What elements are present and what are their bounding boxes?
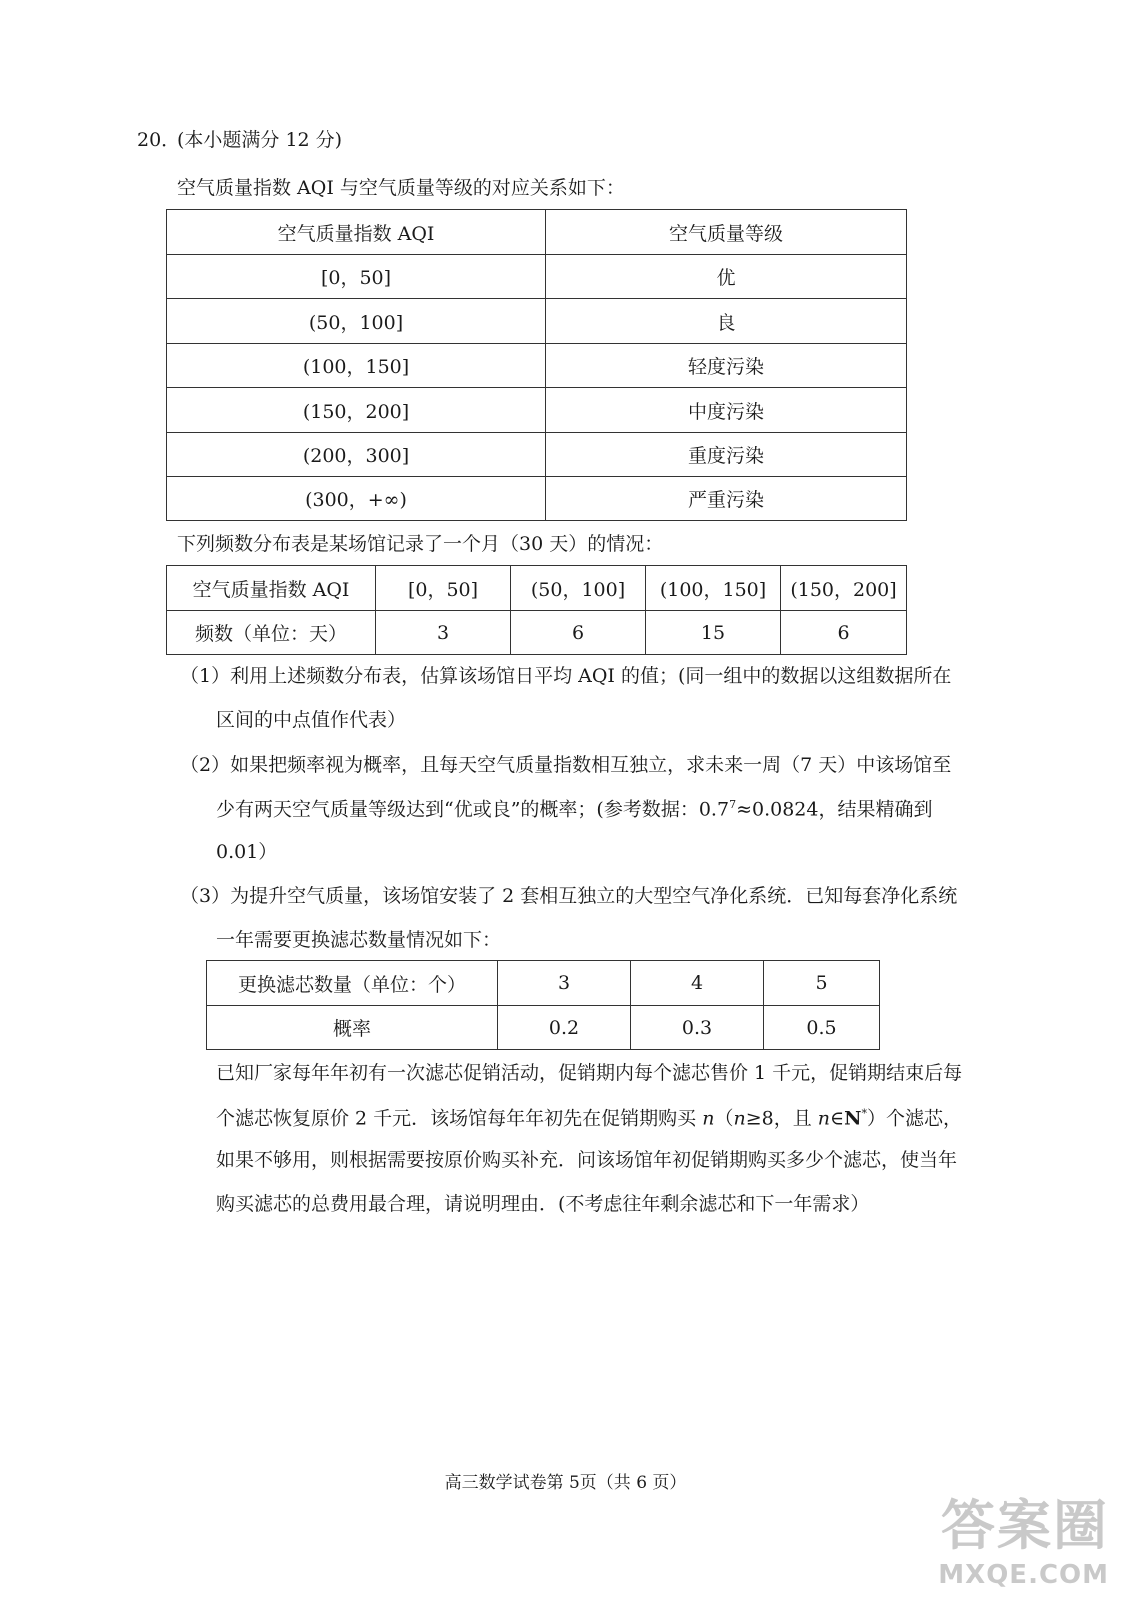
frequency-count-cell: 15 <box>646 611 781 655</box>
table-row <box>167 477 907 521</box>
watermark-title: 答案圈 <box>941 1494 1109 1557</box>
table-row <box>167 433 907 477</box>
aqi-table-header-row <box>167 210 907 255</box>
table-row <box>167 255 907 299</box>
aqi-range-cell: [0，50] <box>167 255 546 299</box>
variable-n: n <box>702 1107 715 1130</box>
question-points: (本小题满分 12 分) <box>177 129 343 151</box>
natural-number-set: N <box>844 1107 862 1130</box>
frequency-count-cell: 6 <box>781 611 907 655</box>
part3-line2: 一年需要更换滤芯数量情况如下： <box>216 929 502 951</box>
closing-line2 <box>216 1108 962 1128</box>
filter-header-cell: 概率 <box>207 1006 498 1050</box>
filter-count-cell: 3 <box>498 961 631 1006</box>
table-row <box>167 344 907 388</box>
aqi-range-cell: (200，300] <box>167 433 546 477</box>
closing-text: ≥8，且 <box>745 1107 818 1130</box>
closing-text: （ <box>714 1107 734 1130</box>
closing-line1: 已知厂家每年年初有一次滤芯促销活动，促销期内每个滤芯售价 1 千元，促销期结束后每 <box>216 1062 963 1084</box>
aqi-level-cell: 重度污染 <box>546 433 907 477</box>
aqi-intro: 空气质量指数 AQI 与空气质量等级的对应关系如下： <box>177 177 625 199</box>
aqi-range-cell: (50，100] <box>167 299 546 344</box>
set-superscript: * <box>861 1107 867 1120</box>
page-footer: 高三数学试卷第 5页（共 6 页） <box>444 1473 687 1493</box>
aqi-level-cell: 良 <box>546 299 907 344</box>
frequency-intro: 下列频数分布表是某场馆记录了一个月（30 天）的情况： <box>177 533 664 555</box>
aqi-range-cell: (100，150] <box>167 344 546 388</box>
part2-line3: 0.01） <box>216 841 278 863</box>
part1-line2: 区间的中点值作代表） <box>216 709 407 731</box>
variable-n: n <box>733 1107 746 1130</box>
table-row <box>167 611 907 655</box>
aqi-level-cell: 严重污染 <box>546 477 907 521</box>
filter-probability-cell: 0.5 <box>764 1006 880 1050</box>
aqi-table-header-cell: 空气质量指数 AQI <box>167 210 546 255</box>
part2-line1: （2）如果把频率视为概率，且每天空气质量指数相互独立，求未来一周（7 天）中该场馆至 <box>180 754 952 776</box>
table-row <box>167 388 907 433</box>
aqi-level-cell: 轻度污染 <box>546 344 907 388</box>
frequency-header-cell: 频数（单位：天） <box>167 611 376 655</box>
aqi-level-cell: 中度污染 <box>546 388 907 433</box>
part2-line2-text: ≈0.0824，结果精确到 <box>736 798 933 821</box>
filter-header-cell: 更换滤芯数量（单位：个） <box>207 961 498 1006</box>
question-number: 20． <box>137 129 181 151</box>
table-row <box>207 961 880 1006</box>
frequency-range-cell: (50，100] <box>511 566 646 611</box>
variable-n: n <box>817 1107 831 1130</box>
closing-line3: 如果不够用，则根据需要按原价购买补充．问该场馆年初促销期购买多少个滤芯，使当年 <box>216 1149 958 1171</box>
aqi-level-table <box>166 209 907 521</box>
aqi-range-cell: (150，200] <box>167 388 546 433</box>
closing-text: 个滤芯恢复原价 2 千元．该场馆每年年初先在促销期购买 <box>216 1107 703 1130</box>
frequency-count-cell: 6 <box>511 611 646 655</box>
watermark-url: MXQE.COM <box>938 1560 1109 1590</box>
aqi-level-cell: 优 <box>546 255 907 299</box>
part2-line2 <box>216 799 932 819</box>
filter-count-cell: 4 <box>631 961 764 1006</box>
frequency-range-cell: (100，150] <box>646 566 781 611</box>
frequency-range-cell: [0，50] <box>376 566 511 611</box>
part2-line2-text: 少有两天空气质量等级达到“优或良”的概率；(参考数据：0.7 <box>216 798 730 821</box>
aqi-range-cell: (300，+∞) <box>167 477 546 521</box>
filter-count-cell: 5 <box>764 961 880 1006</box>
filter-probability-cell: 0.3 <box>631 1006 764 1050</box>
filter-probability-cell: 0.2 <box>498 1006 631 1050</box>
table-row <box>167 566 907 611</box>
part1-line1: （1）利用上述频数分布表，估算该场馆日平均 AQI 的值；(同一组中的数据以这组数据所在 <box>180 665 952 687</box>
part3-line1: （3）为提升空气质量，该场馆安装了 2 套相互独立的大型空气净化系统．已知每套净化系统 <box>180 885 958 907</box>
watermark-logo <box>938 1483 1109 1590</box>
power-exponent: 7 <box>729 798 737 811</box>
frequency-count-cell: 3 <box>376 611 511 655</box>
frequency-table <box>166 565 907 655</box>
table-row <box>167 299 907 344</box>
frequency-header-cell: 空气质量指数 AQI <box>167 566 376 611</box>
aqi-table-header-cell: 空气质量等级 <box>546 210 907 255</box>
filter-table <box>206 960 880 1050</box>
table-row <box>207 1006 880 1050</box>
frequency-range-cell: (150，200] <box>781 566 907 611</box>
closing-text: ∈ <box>830 1107 845 1130</box>
closing-text: ）个滤芯， <box>867 1107 963 1130</box>
closing-line4: 购买滤芯的总费用最合理，请说明理由．(不考虑往年剩余滤芯和下一年需求） <box>216 1193 870 1215</box>
